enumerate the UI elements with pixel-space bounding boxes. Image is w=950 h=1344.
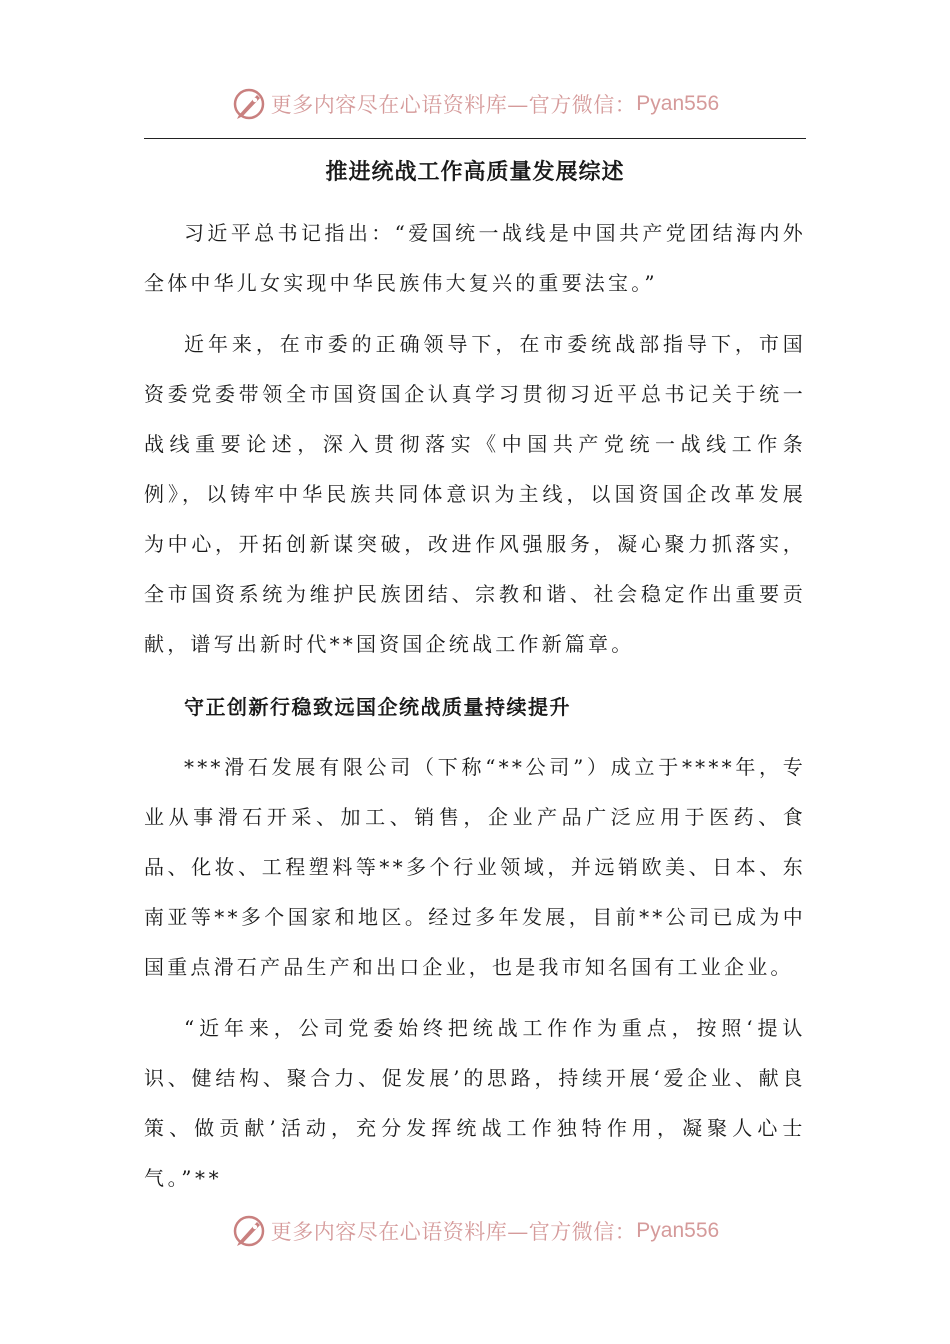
paragraph-1: 习近平总书记指出：“爱国统一战线是中国共产党团结海内外全体中华儿女实现中华民族伟大复兴的重要法宝。” <box>144 221 806 295</box>
paragraph-2: 近年来，在市委的正确领导下，在市委统战部指导下，市国资委党委带领全市国资国企认真学习贯彻习近平总书记关于统一战线重要论述，深入贯彻落实《中国共产党统一战线工作条例》，以铸牢中华民族共同体意识为主线，以国资国企改革发展为中心，开拓创新谋突破，改进作风强服务，凝心聚力抓落实，全市国资系统为维护民族团结、宗教和谐、社会稳定作出重要贡献，谱写出新时代**国资国企统战工作新篇章。 <box>144 332 806 656</box>
pen-circle-logo-icon <box>231 1213 267 1249</box>
pen-circle-logo-icon <box>231 86 267 122</box>
section-paragraph-1: ***滑石发展有限公司（下称“**公司”）成立于****年，专业从事滑石开采、加工、销售，企业产品广泛应用于医药、食品、化妆、工程塑料等**多个行业领域，并远销欧美、日本、东南亚等**多个国家和地区。经过多年发展，目前**公司已成为中国重点滑石产品生产和出口企业，也是我市知名国有工业企业。 <box>144 755 806 979</box>
header-watermark <box>0 82 950 126</box>
section-heading: 守正创新行稳致远国企统战质量持续提升 <box>184 695 571 719</box>
document-title: 推进统战工作高质量发展综述 <box>325 159 625 185</box>
footer-watermark <box>0 1209 950 1253</box>
watermark-wechat-id: Pyan556 <box>636 1219 720 1242</box>
watermark-text: 更多内容尽在心语资料库—官方微信： <box>270 93 637 117</box>
section-paragraph-2: “近年来，公司党委始终把统战工作作为重点，按照‘提认识、健结构、聚合力、促发展’的思路，持续开展‘爱企业、献良策、做贡献’活动，充分发挥统战工作独特作用，凝聚人心士气。”** <box>144 1016 806 1190</box>
header-rule <box>144 138 806 139</box>
watermark-text: 更多内容尽在心语资料库—官方微信： <box>270 1220 637 1244</box>
watermark-wechat-id: Pyan556 <box>636 92 720 115</box>
